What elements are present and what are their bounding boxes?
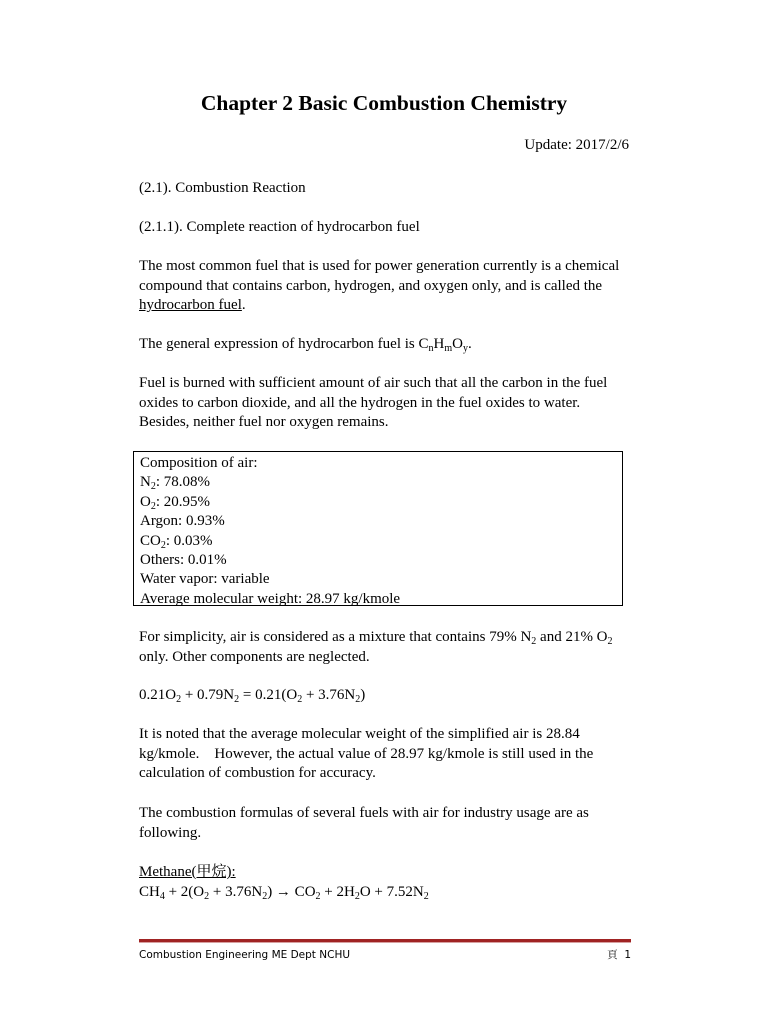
- equation-methane: [139, 883, 634, 903]
- paragraph-air-simplification: [139, 628, 634, 667]
- formula-symbol: N: [140, 474, 151, 491]
- formula-subscript: 2: [160, 539, 166, 551]
- formula-subscript: 2: [176, 694, 182, 705]
- air-n2: [140, 473, 622, 492]
- page-label: 頁: [607, 949, 618, 961]
- formula-subscript: m: [444, 343, 453, 354]
- footer-rule: [139, 939, 631, 943]
- paragraph-text: For simplicity, air is considered as a mixture that contains 79% N: [139, 629, 532, 645]
- paragraph-general-expression: [139, 335, 634, 355]
- value-text: : 0.03%: [165, 532, 213, 549]
- value-text: : 20.95%: [155, 493, 211, 510]
- air-argon: Argon: 0.93%: [140, 513, 225, 530]
- footer-department: Combustion Engineering ME Dept NCHU: [139, 949, 351, 961]
- equation-air: [139, 686, 634, 706]
- equation-text: 0.21O: [139, 687, 177, 703]
- paragraph-text: and 21% O: [536, 629, 608, 645]
- equation-text: O + 7.52N: [359, 884, 424, 900]
- paragraph-complete-combustion: Fuel is burned with sufficient amount of air such that all the carbon in the fuel oxides to carbon dioxide, and all the hydrogen in the fuel oxides to water. Besides, neither fuel nor oxygen remains.: [139, 375, 608, 431]
- punctuation: .: [467, 336, 472, 352]
- paragraph-combustion-formulas: The combustion formulas of several fuels with air for industry usage are as following.: [139, 805, 589, 841]
- air-co2: [140, 532, 622, 551]
- formula-subscript: 2: [354, 891, 360, 902]
- air-o2: [140, 493, 622, 512]
- formula-subscript: 2: [204, 891, 210, 902]
- value-text: : 78.08%: [155, 474, 211, 491]
- paragraph-molecular-weight-note: It is noted that the average molecular weight of the simplified air is 28.84 kg/kmole. However, the actual value of 28.97 kg/kmole is still used in the calculation of combustion for accuracy.: [139, 726, 594, 782]
- formula-subscript: 2: [531, 636, 537, 647]
- formula-symbol: O: [140, 493, 151, 510]
- equation-text: = 0.21(O: [239, 687, 298, 703]
- formula-symbol: O: [452, 336, 463, 352]
- paragraph-text: The most common fuel that is used for power generation currently is a chemical compound that contains carbon, hydrogen, and oxygen only, and is called the: [139, 258, 620, 294]
- formula-subscript: 2: [355, 694, 361, 705]
- formula-subscript: 2: [315, 891, 321, 902]
- formula-subscript: 2: [150, 500, 156, 512]
- formula-subscript: 4: [159, 891, 165, 902]
- formula-subscript: 2: [234, 694, 240, 705]
- punctuation: .: [241, 297, 246, 314]
- paragraph-hydrocarbon-intro: [139, 257, 634, 316]
- page-title: Chapter 2 Basic Combustion Chemistry: [200, 91, 568, 115]
- formula-symbol: C: [418, 336, 429, 352]
- paragraph-text: only. Other components are neglected.: [139, 648, 370, 665]
- formula-subscript: y: [462, 343, 468, 354]
- paragraph-text: The general expression of hydrocarbon fuel is: [139, 336, 419, 352]
- air-others: Others: 0.01%: [140, 552, 227, 569]
- formula-subscript: 2: [150, 481, 156, 493]
- formula-symbol: CO: [140, 532, 161, 549]
- formula-symbol: H: [433, 336, 445, 352]
- update-date: Update: 2017/2/6: [524, 137, 629, 153]
- equation-text: + 2(O: [164, 884, 205, 900]
- equation-text: + 3.76N: [302, 687, 356, 703]
- air-composition-heading: Composition of air:: [140, 455, 258, 471]
- equation-text: + 2H: [320, 884, 355, 900]
- air-composition-box: [133, 451, 623, 606]
- equation-text: ) → CO: [267, 884, 316, 900]
- footer-page-number: [574, 948, 631, 962]
- formula-subscript: 2: [297, 694, 303, 705]
- equation-text: + 0.79N: [181, 687, 235, 703]
- equation-text: CH: [139, 884, 160, 900]
- section-heading-2-1-1: (2.1.1). Complete reaction of hydrocarbon fuel: [139, 219, 420, 235]
- hydrocarbon-fuel-term: hydrocarbon fuel: [139, 297, 242, 314]
- section-heading-2-1: (2.1). Combustion Reaction: [139, 180, 306, 196]
- air-molecular-weight: Average molecular weight: 28.97 kg/kmole: [140, 590, 401, 607]
- page-number: 1: [624, 949, 631, 961]
- air-water-vapor: Water vapor: variable: [140, 571, 270, 588]
- formula-subscript: 2: [607, 636, 613, 647]
- equation-text: + 3.76N: [209, 884, 263, 900]
- formula-subscript: n: [428, 343, 434, 354]
- equation-text: ): [360, 687, 366, 703]
- methane-label: Methane(甲烷):: [139, 864, 236, 880]
- formula-subscript: 2: [262, 891, 268, 902]
- formula-subscript: 2: [423, 891, 429, 902]
